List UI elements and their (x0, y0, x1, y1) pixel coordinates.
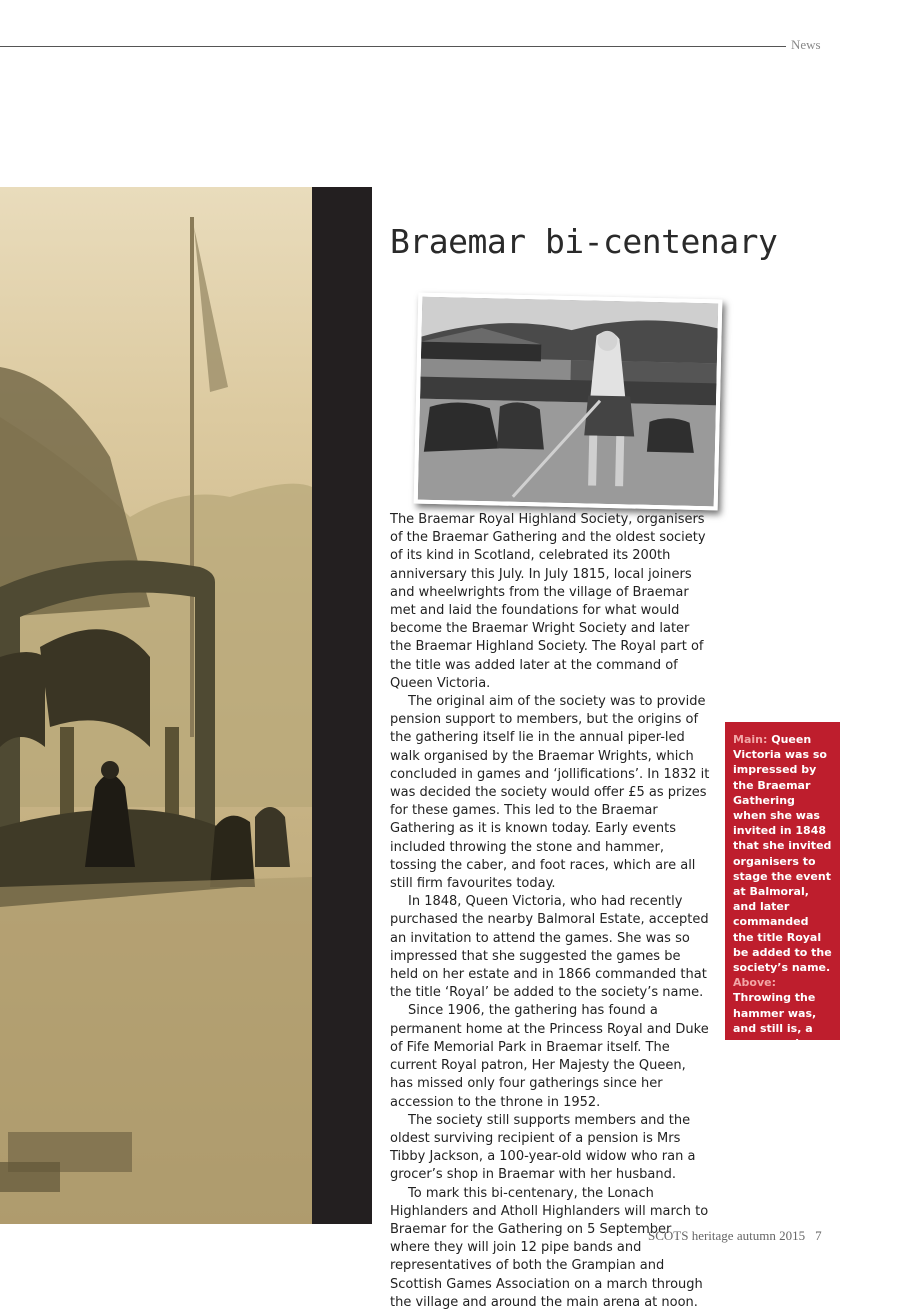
article-title: Braemar bi-centenary (390, 222, 778, 261)
article-paragraph: Since 1906, the gathering has found a permanent home at the Princess Royal and Duke of Fife Memorial Park in Braemar itself. The current Royal patron, Her Majesty the Queen, has missed only four gatherings since her accession to the throne in 1952. (390, 1003, 709, 1110)
inset-photo-hammer-throw (414, 293, 723, 511)
page-number: 7 (815, 1228, 822, 1243)
section-label: News (791, 37, 821, 52)
article-paragraph: In 1848, Queen Victoria, who had recently purchased the nearby Balmoral Estate, accepted an invitation to attend the games. She was so impressed that she suggested the games be held on her estate and in 1866 commanded that the title ‘Royal’ be added to the society’s name. (390, 894, 709, 1001)
caption-main-label: Main: (733, 733, 768, 746)
article-paragraph: To mark this bi-centenary, the Lonach Highlanders and Atholl Highlanders will march to Braemar for the Gathering on 5 September where they will join 12 pipe bands and representatives of both the Grampian and Scottish Games Association on a march through the village and around the main arena at noon. (390, 1185, 709, 1310)
publication-name: SCOTS heritage autumn 2015 (648, 1228, 806, 1243)
caption-above-label: Above: (733, 976, 776, 990)
header-rule (0, 46, 786, 47)
dark-strip (312, 187, 372, 1224)
caption-above-text: Throwing the hammer was, and still is, a very popular event at Braemar Gathering. (733, 991, 817, 1096)
main-photo-queen-victoria-pavilion (0, 187, 312, 1224)
caption-above (733, 975, 832, 1097)
caption-main-text: Queen Victoria was so impressed by the Braemar Gathering when she was invited in 1848 that she invited organisers to stage the event at Balmoral, and later commanded the title Royal be added to the society’s name. (733, 733, 832, 975)
article-paragraph: The society still supports members and the oldest surviving recipient of a pension is Mrs Tibby Jackson, a 100-year-old widow who ran a grocer’s shop in Braemar with her husband. (390, 1112, 696, 1183)
article-body (390, 286, 712, 1312)
photo-caption-box (725, 722, 840, 1096)
article-paragraph: The original aim of the society was to provide pension support to members, but the origins of the gathering itself lie in the annual piper-led walk organised by the Braemar Wrights, which concluded in games and ‘jollifications’. In 1832 it was decided the society would offer £5 as prizes for these games. This led to the Braemar Gathering as it is known today. Early events included throwing the stone and hammer, tossing the caber, and foot races, which are all still firm favourites today. (390, 694, 710, 892)
page-footer (648, 1228, 822, 1244)
article-paragraph: The Braemar Royal Highland Society, organisers of the Braemar Gathering and the oldest society of its kind in Scotland, celebrated its 200th anniversary this July. In July 1815, local joiners and wheelwrights from the village of Braemar met and laid the foundations for what would become the Braemar Wright Society and later the Braemar Highland Society. The Royal part of the title was added later at the command of Queen Victoria. (390, 512, 706, 691)
caption-main (733, 732, 832, 975)
